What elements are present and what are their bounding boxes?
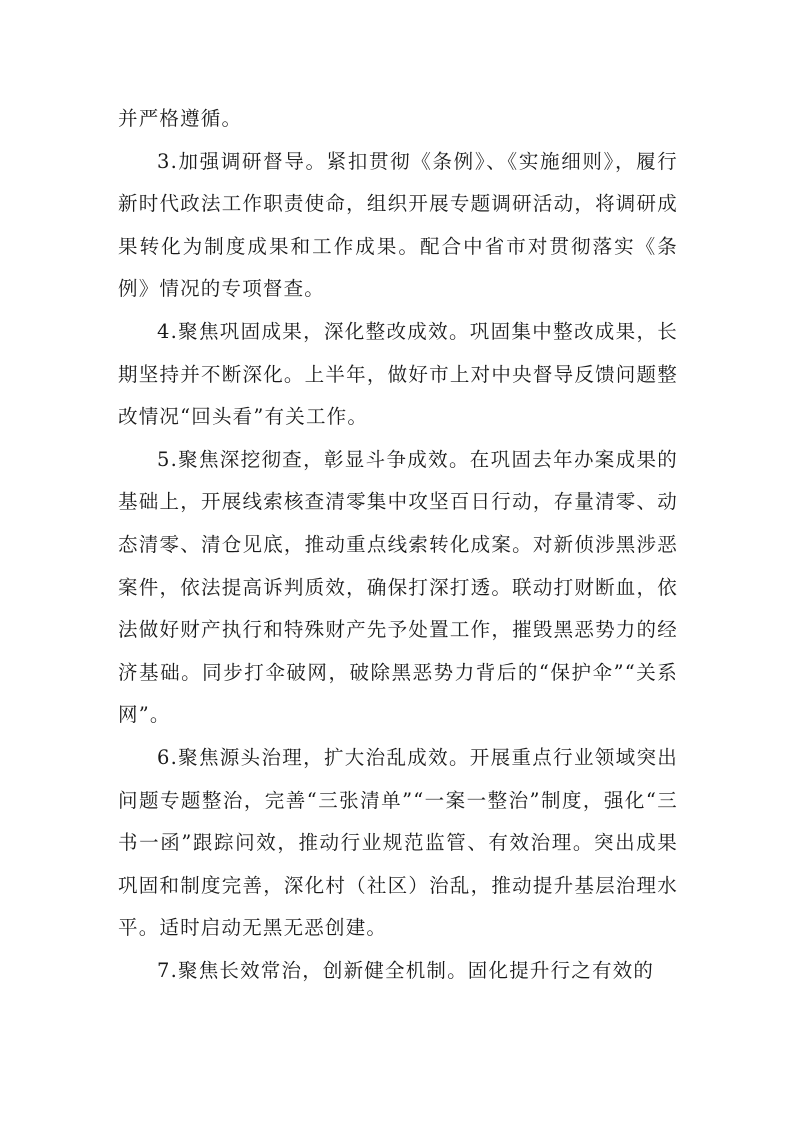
paragraph-item-7: 7.聚焦长效常治，创新健全机制。固化提升行之有效的 xyxy=(157,958,655,982)
paragraph-item-4: 4.聚焦巩固成果，深化整改成效。巩固集中整改成果，长期坚持并不断深化。上半年，做好市上对中央督导反馈问题整改情况“回头看”有关工作。 xyxy=(118,319,678,429)
paragraph-continuation: 并严格遵循。 xyxy=(118,107,243,130)
paragraph-item-6: 6.聚焦源头治理，扩大治乱成效。开展重点行业领域突出问题专题整治，完善“三张清单”“一案一整治”制度，强化“三书一函”跟踪问效，推动行业规范监管、有效治理。突出成果巩固和制度完善，深化村（社区）治乱，推动提升基层治理水平。适时启动无黑无恶创建。 xyxy=(118,745,678,940)
paragraph-item-5: 5.聚焦深挖彻查，彰显斗争成效。在巩固去年办案成果的基础上，开展线索核查清零集中攻坚百日行动，存量清零、动态清零、清仓见底，推动重点线索转化成案。对新侦涉黑涉恶案件，依法提高诉判质效，确保打深打透。联动打财断血，依法做好财产执行和特殊财产先予处置工作，摧毁黑恶势力的经济基础。同步打伞破网，破除黑恶势力背后的“保护伞”“关系网”。 xyxy=(118,447,678,727)
document-body xyxy=(118,98,678,992)
paragraph-item-3: 3.加强调研督导。紧扣贯彻《条例》、《实施细则》，履行新时代政法工作职责使命，组织开展专题调研活动，将调研成果转化为制度成果和工作成果。配合中省市对贯彻落实《条例》情况的专项督查。 xyxy=(118,149,678,301)
